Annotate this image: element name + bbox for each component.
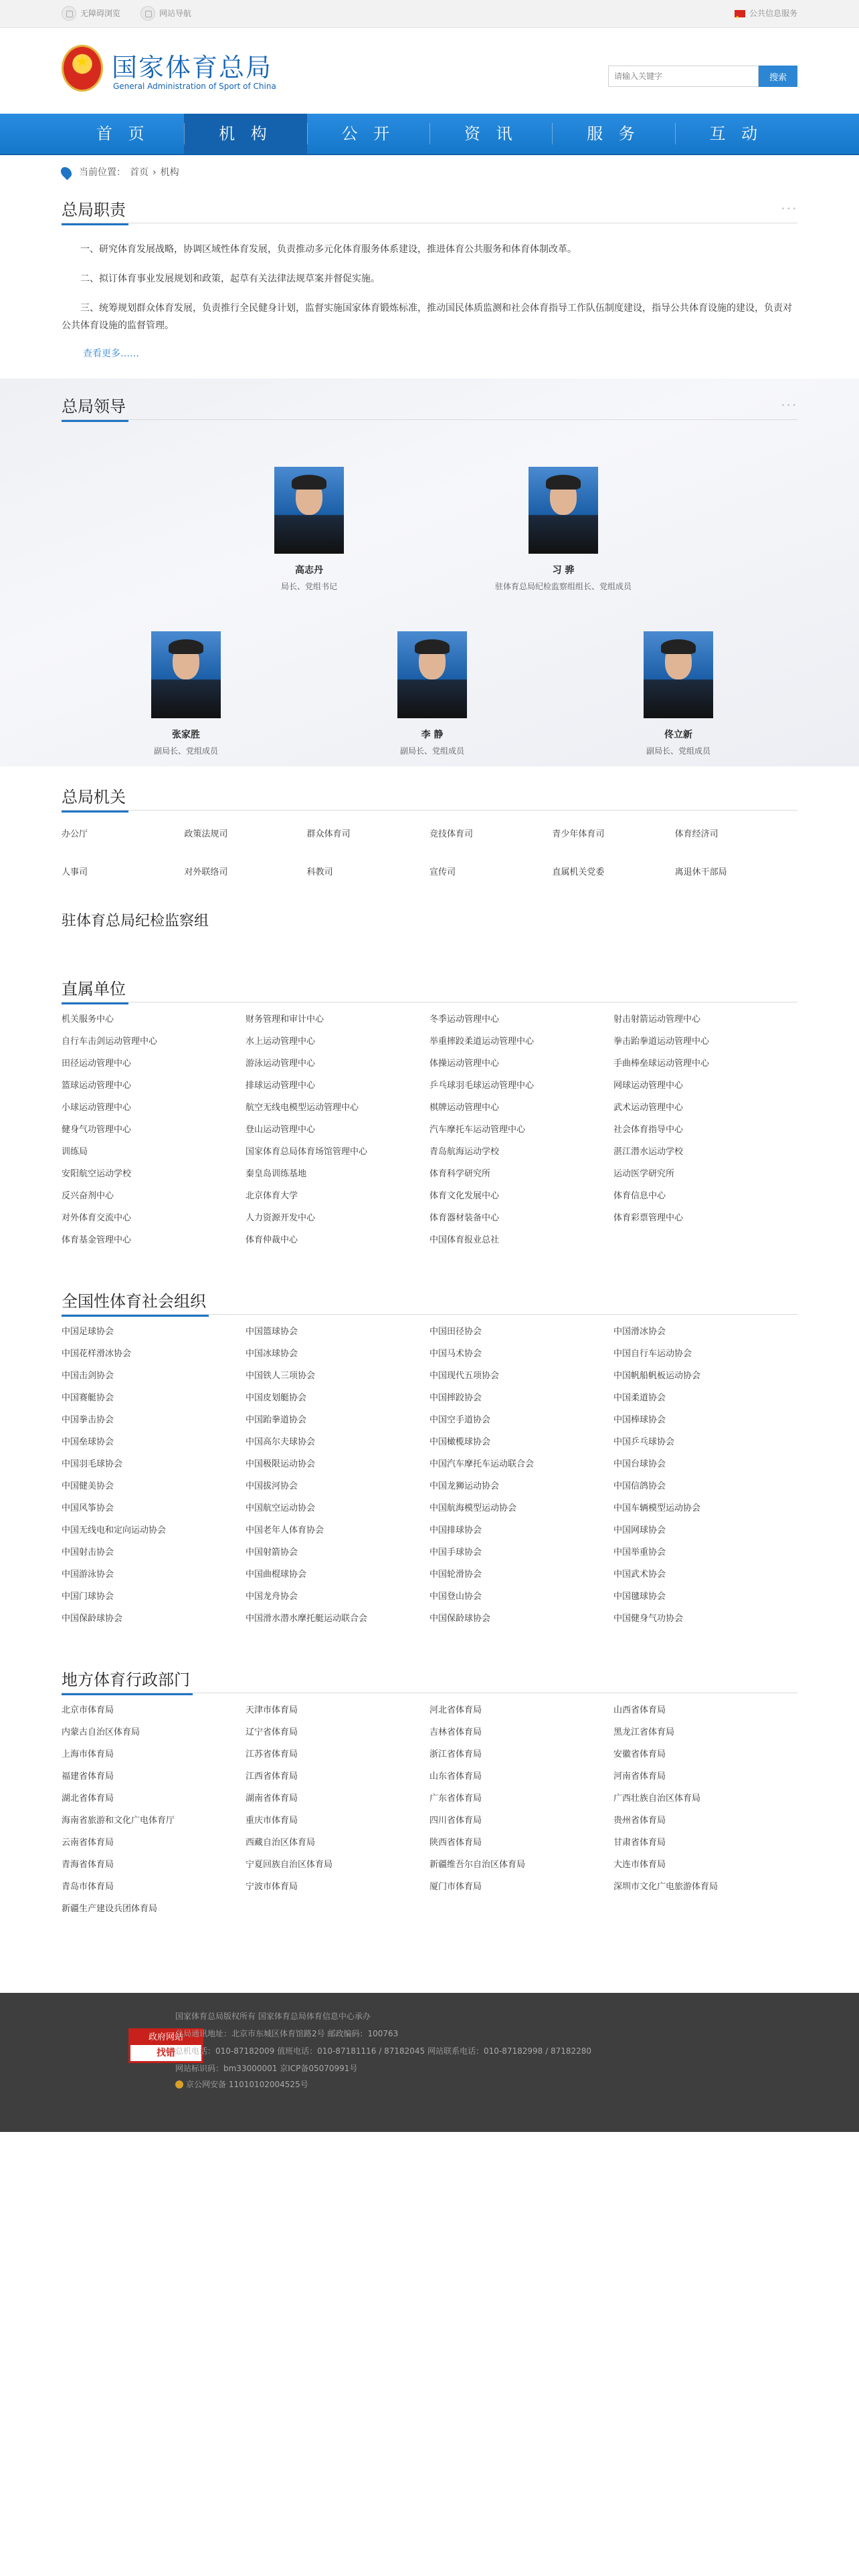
unit-link[interactable]: 安阳航空运动学校 (62, 1169, 132, 1179)
unit-link[interactable]: 体育仲裁中心 (246, 1235, 298, 1245)
org-link[interactable]: 中国龙舟协会 (246, 1592, 298, 1602)
nav-home[interactable]: 首 页 (96, 124, 150, 143)
org-link[interactable]: 中国花样滑冰协会 (62, 1349, 132, 1359)
org-link[interactable]: 中国航海模型运动协会 (430, 1503, 517, 1513)
leader-photo[interactable] (274, 467, 344, 554)
jiwei-link[interactable]: 驻体育总局纪检监察组 (62, 913, 209, 930)
organ-link[interactable]: 直属机关党委 (552, 867, 605, 877)
local-dept-link[interactable]: 江苏省体育局 (246, 1749, 298, 1759)
org-link[interactable]: 中国现代五项协会 (430, 1371, 500, 1381)
sitemap-icon (140, 6, 155, 21)
unit-link[interactable]: 排球运动管理中心 (246, 1081, 316, 1091)
organ-link[interactable]: 群众体育司 (306, 829, 351, 839)
local-dept-link[interactable]: 陕西省体育局 (430, 1838, 482, 1848)
org-link[interactable]: 中国健美协会 (62, 1481, 114, 1491)
gov-site-error-badge[interactable]: 政府网站 找错 (128, 2028, 203, 2063)
org-link[interactable]: 中国老年人体育协会 (246, 1525, 324, 1535)
local-dept-link[interactable]: 海南省旅游和文化广电体育厅 (62, 1816, 175, 1826)
org-link[interactable]: 中国篮球协会 (246, 1327, 298, 1337)
site-header (0, 28, 859, 114)
local-dept-link[interactable]: 浙江省体育局 (430, 1749, 482, 1759)
org-link[interactable]: 中国羽毛球协会 (62, 1459, 123, 1469)
unit-link[interactable]: 北京体育大学 (246, 1191, 298, 1201)
unit-link[interactable]: 篮球运动管理中心 (62, 1081, 132, 1091)
org-link[interactable]: 中国橄榄球协会 (430, 1437, 491, 1447)
unit-link[interactable]: 冬季运动管理中心 (430, 1014, 500, 1025)
unit-link[interactable]: 登山运动管理中心 (246, 1125, 316, 1135)
org-link[interactable]: 中国垒球协会 (62, 1437, 114, 1447)
local-section (62, 1667, 797, 1914)
unit-link[interactable]: 秦皇岛训练基地 (246, 1169, 307, 1179)
unit-link[interactable]: 机关服务中心 (62, 1014, 114, 1025)
org-link[interactable]: 中国保龄球协会 (430, 1614, 491, 1624)
local-dept-link[interactable]: 广西壮族自治区体育局 (613, 1794, 701, 1804)
leader-photo[interactable] (151, 631, 221, 718)
search-box (608, 66, 797, 87)
org-link[interactable]: 中国曲棍球协会 (246, 1570, 307, 1580)
site-title[interactable]: 国家体育总局 (112, 53, 273, 82)
unit-link[interactable]: 拳击跆拳道运动管理中心 (613, 1037, 710, 1047)
local-dept-link[interactable]: 河北省体育局 (430, 1705, 482, 1715)
unit-link[interactable]: 体操运动管理中心 (430, 1059, 500, 1069)
breadcrumb-home[interactable]: 首页 (130, 167, 149, 178)
flag-icon (735, 10, 745, 17)
org-link[interactable]: 中国健身气功协会 (613, 1614, 684, 1624)
main-nav (0, 114, 859, 155)
local-dept-link[interactable]: 四川省体育局 (430, 1816, 482, 1826)
org-link[interactable]: 中国登山协会 (430, 1592, 482, 1602)
unit-link[interactable]: 武术运动管理中心 (613, 1103, 684, 1113)
local-dept-link[interactable]: 大连市体育局 (613, 1860, 666, 1870)
footer-police[interactable]: 京公网安备 11010102004525号 (175, 2078, 308, 2090)
org-link[interactable]: 中国汽车摩托车运动联合会 (430, 1459, 535, 1469)
unit-link[interactable]: 乒乓球羽毛球运动管理中心 (430, 1081, 535, 1091)
accessibility-icon (62, 6, 76, 21)
unit-link[interactable]: 体育文化发展中心 (430, 1191, 500, 1201)
local-dept-link[interactable]: 广东省体育局 (430, 1794, 482, 1804)
orgs-section (62, 1288, 797, 1624)
local-dept-link[interactable]: 湖北省体育局 (62, 1794, 114, 1804)
org-link[interactable]: 中国拳击协会 (62, 1415, 114, 1425)
local-dept-link[interactable]: 厦门市体育局 (430, 1882, 482, 1892)
org-link[interactable]: 中国航空运动协会 (246, 1503, 316, 1513)
organs-list (62, 827, 797, 877)
unit-link[interactable]: 航空无线电模型运动管理中心 (246, 1103, 359, 1113)
duty-item: 三、统筹规划群众体育发展，负责推行全民健身计划，监督实施国家体育锻炼标准，推动国民体质监测和社会体育指导工作队伍制度建设，指导公共体育设施的建设，负责对公共体育设施的监督管理。 (62, 303, 792, 331)
local-dept-link[interactable]: 北京市体育局 (62, 1705, 114, 1715)
search-button[interactable]: 搜索 (759, 66, 797, 87)
unit-link[interactable]: 中国体育报业总社 (430, 1235, 500, 1245)
unit-link[interactable]: 手曲棒垒球运动管理中心 (613, 1059, 710, 1069)
section-title: 直属单位 (62, 976, 128, 1004)
org-link[interactable]: 中国柔道协会 (613, 1393, 666, 1403)
unit-link[interactable]: 对外体育交流中心 (62, 1213, 132, 1223)
org-link[interactable]: 中国毽球协会 (613, 1592, 666, 1602)
local-dept-link[interactable]: 宁夏回族自治区体育局 (246, 1860, 333, 1870)
unit-link[interactable]: 体育彩票管理中心 (613, 1213, 684, 1223)
unit-link[interactable]: 体育科学研究所 (430, 1169, 491, 1179)
unit-link[interactable]: 自行车击剑运动管理中心 (62, 1037, 158, 1047)
org-link[interactable]: 中国滑水潜水摩托艇运动联合会 (246, 1614, 368, 1624)
org-link[interactable]: 中国龙狮运动协会 (430, 1481, 500, 1491)
org-link[interactable]: 中国棒球协会 (613, 1415, 666, 1425)
org-link[interactable]: 中国冰球协会 (246, 1349, 298, 1359)
local-list (62, 1703, 797, 1914)
org-link[interactable]: 中国跆拳道协会 (246, 1415, 307, 1425)
public-service-link[interactable]: ★ 公共信息服务 (735, 5, 797, 21)
local-dept-link[interactable]: 贵州省体育局 (613, 1816, 666, 1826)
local-dept-link[interactable]: 宁波市体育局 (246, 1882, 298, 1892)
duty-item: 一、研究体育发展战略，协调区域性体育发展，负责推动多元化体育服务体系建设，推进体育公共服务和体育体制改革。 (80, 244, 577, 255)
unit-link[interactable]: 举重摔跤柔道运动管理中心 (430, 1037, 535, 1047)
unit-link[interactable]: 游泳运动管理中心 (246, 1059, 316, 1069)
org-link[interactable]: 中国击剑协会 (62, 1371, 114, 1381)
org-link[interactable]: 中国高尔夫球协会 (246, 1437, 316, 1447)
org-link[interactable]: 中国射击协会 (62, 1547, 114, 1558)
org-link[interactable]: 中国极限运动协会 (246, 1459, 316, 1469)
footer-icp[interactable]: 网站标识码：bm33000001 京ICP备05070991号 (175, 2064, 358, 2073)
local-dept-link[interactable]: 西藏自治区体育局 (246, 1838, 316, 1848)
leader-card[interactable]: 张家胜 副局长、党组成员 (106, 631, 266, 756)
organ-link[interactable]: 人事司 (62, 867, 88, 877)
org-link[interactable]: 中国排球协会 (430, 1525, 482, 1535)
units-section (62, 976, 797, 1245)
org-link[interactable]: 中国赛艇协会 (62, 1393, 114, 1403)
nav-interact[interactable]: 互 动 (675, 114, 797, 154)
breadcrumb-current: 机构 (160, 167, 179, 178)
unit-link[interactable]: 湛江潜水运动学校 (613, 1147, 684, 1157)
organ-link[interactable]: 离退休干部局 (674, 867, 727, 877)
units-list (62, 1012, 797, 1245)
org-link[interactable]: 中国门球协会 (62, 1592, 114, 1602)
footer-copyright: 国家体育总局版权所有 国家体育总局体育信息中心承办 (175, 2012, 371, 2021)
leader-photo[interactable] (397, 631, 467, 718)
local-dept-link[interactable]: 青海省体育局 (62, 1860, 114, 1870)
org-link[interactable]: 中国帆船帆板运动协会 (613, 1371, 701, 1381)
unit-link[interactable]: 国家体育总局体育场馆管理中心 (246, 1147, 368, 1157)
unit-link[interactable]: 人力资源开发中心 (246, 1213, 316, 1223)
local-dept-link[interactable]: 云南省体育局 (62, 1838, 114, 1848)
unit-link[interactable]: 田径运动管理中心 (62, 1059, 132, 1069)
local-dept-link[interactable]: 青岛市体育局 (62, 1882, 114, 1892)
nav-institutions[interactable]: 机 构 (184, 114, 306, 154)
organ-link[interactable]: 政策法规司 (184, 829, 228, 839)
top-utility-bar (0, 0, 859, 28)
local-dept-link[interactable]: 吉林省体育局 (430, 1727, 482, 1737)
org-link[interactable]: 中国拔河协会 (246, 1481, 298, 1491)
org-link[interactable]: 中国保龄球协会 (62, 1614, 123, 1624)
police-badge-icon (175, 2080, 183, 2088)
org-link[interactable]: 中国足球协会 (62, 1327, 114, 1337)
unit-link[interactable]: 体育基金管理中心 (62, 1235, 132, 1245)
search-input[interactable] (608, 66, 759, 87)
unit-link[interactable]: 射击射箭运动管理中心 (613, 1014, 701, 1025)
local-dept-link[interactable]: 重庆市体育局 (246, 1816, 298, 1826)
org-link[interactable]: 中国手球协会 (430, 1547, 482, 1558)
org-link[interactable]: 中国滑冰协会 (613, 1327, 666, 1337)
local-dept-link[interactable]: 新疆维吾尔自治区体育局 (430, 1860, 526, 1870)
nav-service[interactable]: 服 务 (552, 114, 674, 154)
local-dept-link[interactable]: 深圳市文化广电旅游体育局 (613, 1882, 719, 1892)
local-dept-link[interactable]: 内蒙古自治区体育局 (62, 1727, 140, 1737)
more-dots-icon[interactable]: ··· (780, 201, 797, 217)
nav-news[interactable]: 资 讯 (430, 114, 552, 154)
unit-link[interactable]: 棋牌运动管理中心 (430, 1103, 500, 1113)
org-link[interactable]: 中国自行车运动协会 (613, 1349, 692, 1359)
org-link[interactable]: 中国马术协会 (430, 1349, 482, 1359)
site-title-en: General Administration of Sport of China (113, 82, 276, 91)
unit-link[interactable]: 小球运动管理中心 (62, 1103, 132, 1113)
local-dept-link[interactable]: 甘肃省体育局 (613, 1838, 666, 1848)
footer (0, 1993, 859, 2132)
unit-link[interactable]: 体育信息中心 (613, 1191, 666, 1201)
org-link[interactable]: 中国铁人三项协会 (246, 1371, 316, 1381)
org-link[interactable]: 中国武术协会 (613, 1570, 666, 1580)
local-dept-link[interactable]: 福建省体育局 (62, 1772, 114, 1782)
leaders-section (0, 379, 859, 766)
leader-card[interactable]: 习 骅 驻体育总局纪检监察组组长、党组成员 (476, 467, 650, 592)
section-title: 总局机关 (62, 784, 128, 813)
local-dept-link[interactable]: 上海市体育局 (62, 1749, 114, 1759)
orgs-list (62, 1324, 797, 1624)
org-link[interactable]: 中国摔跤协会 (430, 1393, 482, 1403)
org-link[interactable]: 中国空手道协会 (430, 1415, 491, 1425)
local-dept-link[interactable]: 辽宁省体育局 (246, 1727, 298, 1737)
leader-card[interactable]: 高志丹 局长、党组书记 (229, 467, 389, 592)
org-link[interactable]: 中国举重协会 (613, 1547, 666, 1558)
organ-link[interactable]: 办公厅 (62, 829, 88, 839)
unit-link[interactable]: 汽车摩托车运动管理中心 (430, 1125, 526, 1135)
unit-link[interactable]: 健身气功管理中心 (62, 1125, 132, 1135)
nav-open[interactable]: 公 开 (307, 114, 430, 154)
local-dept-link[interactable]: 湖南省体育局 (246, 1794, 298, 1804)
national-emblem-logo[interactable] (62, 45, 103, 92)
leader-photo[interactable] (529, 467, 598, 554)
section-title: 全国性体育社会组织 (62, 1288, 209, 1317)
organ-link[interactable]: 竞技体育司 (429, 829, 473, 839)
section-title: 总局领导 (62, 393, 128, 422)
local-dept-link[interactable]: 安徽省体育局 (613, 1749, 666, 1759)
local-dept-link[interactable]: 河南省体育局 (613, 1772, 666, 1782)
unit-link[interactable]: 社会体育指导中心 (613, 1125, 684, 1135)
local-dept-link[interactable]: 江西省体育局 (246, 1772, 298, 1782)
local-dept-link[interactable]: 山东省体育局 (430, 1772, 482, 1782)
org-link[interactable]: 中国风筝协会 (62, 1503, 114, 1513)
view-more-link[interactable]: 查看更多…… (83, 348, 139, 359)
unit-link[interactable]: 训练局 (62, 1147, 88, 1157)
unit-link[interactable]: 网球运动管理中心 (613, 1081, 684, 1091)
unit-link[interactable]: 青岛航海运动学校 (430, 1147, 500, 1157)
unit-link[interactable]: 运动医学研究所 (613, 1169, 675, 1179)
org-link[interactable]: 中国信鸽协会 (613, 1481, 666, 1491)
organ-link[interactable]: 宣传司 (429, 867, 456, 877)
organ-link[interactable]: 对外联络司 (184, 867, 228, 877)
duty-item: 二、拟订体育事业发展规划和政策，起草有关法律法规草案并督促实施。 (80, 274, 380, 284)
local-dept-link[interactable]: 新疆生产建设兵团体育局 (62, 1904, 158, 1914)
breadcrumb: 当前位置： 首页 › 机构 (62, 155, 797, 190)
org-link[interactable]: 中国乒乓球协会 (613, 1437, 675, 1447)
org-link[interactable]: 中国皮划艇协会 (246, 1393, 307, 1403)
footer-address: 总局通讯地址：北京市东城区体育馆路2号 邮政编码：100763 (175, 2029, 399, 2038)
local-dept-link[interactable]: 山西省体育局 (613, 1705, 666, 1715)
organ-link[interactable]: 科教司 (306, 867, 333, 877)
location-pin-icon (59, 165, 74, 181)
local-dept-link[interactable]: 黑龙江省体育局 (613, 1727, 675, 1737)
leader-card[interactable]: 李 静 副局长、党组成员 (352, 631, 512, 756)
org-link[interactable]: 中国轮滑协会 (430, 1570, 482, 1580)
leader-card[interactable]: 佟立新 副局长、党组成员 (598, 631, 759, 756)
organ-link[interactable]: 青少年体育司 (552, 829, 605, 839)
leader-photo[interactable] (644, 631, 713, 718)
org-link[interactable]: 中国网球协会 (613, 1525, 666, 1535)
organ-link[interactable]: 体育经济司 (674, 829, 719, 839)
org-link[interactable]: 中国无线电和定向运动协会 (62, 1525, 167, 1535)
org-link[interactable]: 中国车辆模型运动协会 (613, 1503, 701, 1513)
footer-phones: 总机电话：010-87182009 值班电话：010-87181116 / 87182045 网站联系电话：010-87182998 / 87182280 (175, 2046, 592, 2056)
unit-link[interactable]: 水上运动管理中心 (246, 1037, 316, 1047)
section-title: 地方体育行政部门 (62, 1667, 193, 1695)
org-link[interactable]: 中国游泳协会 (62, 1570, 114, 1580)
organs-section (62, 784, 797, 930)
org-link[interactable]: 中国台球协会 (613, 1459, 666, 1469)
section-title: 总局职责 (62, 197, 128, 225)
duty-section (62, 197, 797, 360)
site-nav-link[interactable]: 网站导航 (140, 5, 191, 21)
unit-link[interactable]: 财务管理和审计中心 (246, 1014, 324, 1025)
accessibility-link[interactable]: 无障碍浏览 (62, 5, 120, 21)
unit-link[interactable]: 体育器材装备中心 (430, 1213, 500, 1223)
org-link[interactable]: 中国射箭协会 (246, 1547, 298, 1558)
more-dots-icon[interactable]: ··· (780, 397, 797, 413)
local-dept-link[interactable]: 天津市体育局 (246, 1705, 298, 1715)
unit-link[interactable]: 反兴奋剂中心 (62, 1191, 114, 1201)
org-link[interactable]: 中国田径协会 (430, 1327, 482, 1337)
